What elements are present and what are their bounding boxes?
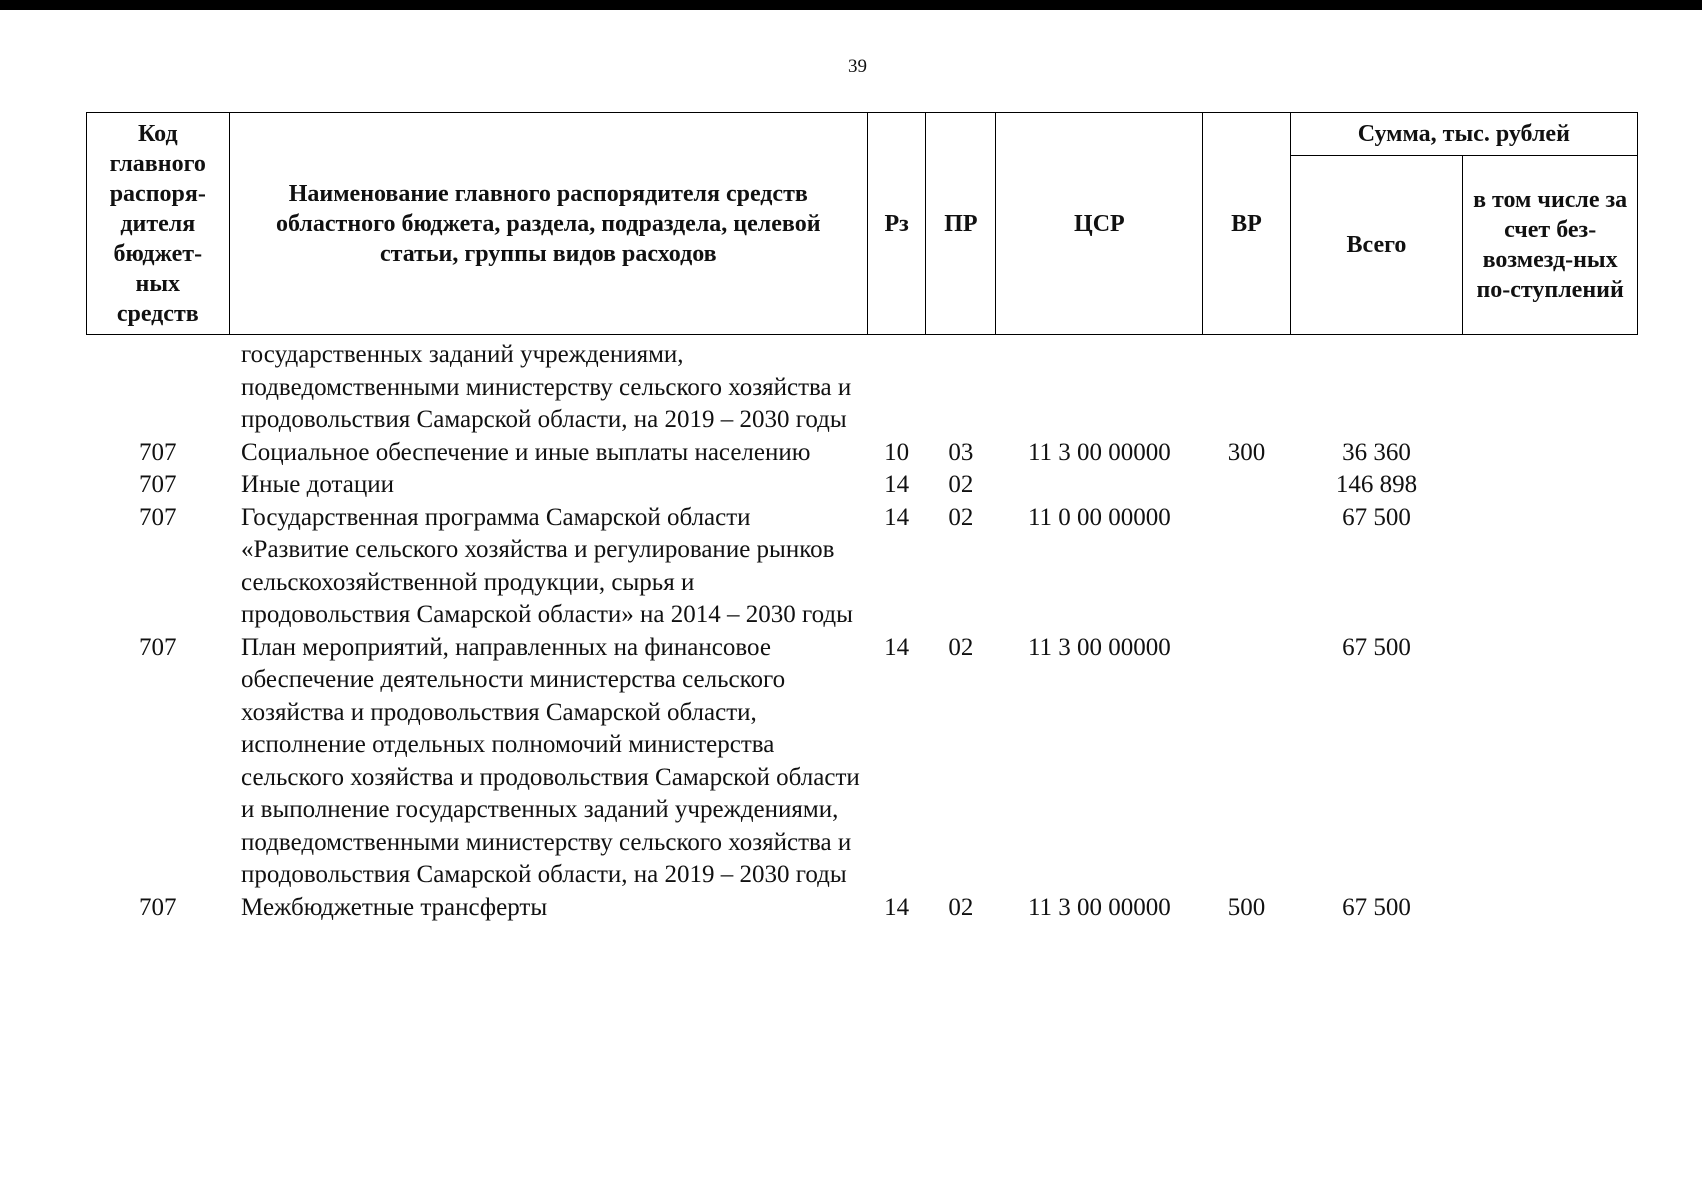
cell-vr: 500 — [1227, 893, 1266, 921]
page-number: 39 — [848, 56, 867, 77]
top-border-line — [0, 0, 1702, 10]
cell-pr: 03 — [948, 438, 974, 466]
cell-pr: 02 — [948, 633, 974, 661]
cell-name: Государственная программа Самарской области «Развитие сельского хозяйства и регулирование рынков сельскохозяйственной продукции, сырья и продовольствия Самарской области» на 2014 – 2030 годы — [241, 503, 853, 628]
cell-pr — [926, 335, 996, 437]
header-rz: Рз — [868, 113, 926, 335]
cell-free — [1463, 437, 1638, 470]
table-row — [87, 502, 1638, 632]
table-row — [87, 892, 1638, 925]
cell-csr: 11 3 00 00000 — [1027, 438, 1171, 466]
cell-total — [1290, 335, 1463, 437]
cell-rz — [868, 335, 926, 437]
header-sum: Сумма, тыс. рублей — [1290, 113, 1637, 156]
cell-rz: 14 — [884, 471, 910, 498]
cell-code: 707 — [139, 438, 177, 466]
cell-code: 707 — [139, 471, 177, 498]
cell-name: План мероприятий, направленных на финансовое обеспечение деятельности министерства сельского хозяйства и продовольствия Самарской области, исполнение отдельных полномочий министерства сельского хозяйства и продовольствия Самарской области и выполнение государственных заданий учреждениями, подведомственными министерству сельского хозяйства и продовольствия Самарской области, на 2019 – 2030 годы — [241, 633, 860, 888]
cell-rz: 14 — [884, 633, 910, 661]
cell-csr: 11 3 00 00000 — [1027, 633, 1171, 661]
table-header — [87, 113, 1638, 335]
cell-code: 707 — [139, 633, 177, 661]
table-row — [87, 632, 1638, 892]
header-csr: ЦСР — [996, 113, 1203, 335]
cell-vr — [1203, 469, 1290, 502]
cell-code: 707 — [139, 893, 177, 921]
cell-free — [1463, 892, 1638, 925]
cell-rz: 14 — [884, 893, 910, 921]
cell-csr: 11 0 00 00000 — [1027, 503, 1171, 531]
cell-rz: 10 — [884, 438, 910, 466]
cell-vr — [1203, 335, 1290, 437]
cell-total: 67 500 — [1342, 503, 1411, 531]
cell-free — [1463, 502, 1638, 632]
header-pr: ПР — [926, 113, 996, 335]
cell-name: Социальное обеспечение и иные выплаты населению — [241, 438, 811, 466]
cell-pr: 02 — [948, 471, 974, 498]
cell-csr — [996, 335, 1203, 437]
cell-rz: 14 — [884, 503, 910, 531]
header-code: Код главного распоря-дителя бюджет-ных средств — [87, 113, 230, 335]
cell-total: 146 898 — [1335, 471, 1418, 498]
cell-free — [1463, 469, 1638, 502]
cell-name: Иные дотации — [241, 471, 394, 498]
cell-vr — [1203, 632, 1290, 892]
header-vr: ВР — [1203, 113, 1290, 335]
cell-name: Межбюджетные трансферты — [241, 893, 548, 921]
cell-total: 67 500 — [1342, 633, 1411, 661]
cell-vr: 300 — [1227, 438, 1266, 466]
table-row — [87, 469, 1638, 502]
cell-csr — [996, 469, 1203, 502]
cell-total: 36 360 — [1342, 438, 1411, 466]
header-total: Всего — [1290, 156, 1463, 335]
cell-name: государственных заданий учреждениями, подведомственными министерству сельского хозяйства и продовольствия Самарской области, на 2019 – 2030 годы — [241, 341, 852, 433]
cell-free — [1463, 632, 1638, 892]
table-row — [87, 335, 1638, 437]
cell-pr: 02 — [948, 893, 974, 921]
cell-free — [1463, 335, 1638, 437]
cell-code: 707 — [139, 503, 177, 531]
table-body — [87, 335, 1638, 925]
cell-vr — [1203, 502, 1290, 632]
header-name: Наименование главного распорядителя средств областного бюджета, раздела, подраздела, целевой статьи, группы видов расходов — [229, 113, 867, 335]
table-row — [87, 437, 1638, 470]
cell-csr: 11 3 00 00000 — [1027, 893, 1171, 921]
cell-total: 67 500 — [1342, 893, 1411, 921]
cell-code — [87, 335, 230, 437]
cell-pr: 02 — [948, 503, 974, 531]
header-free: в том числе за счет без-возмезд-ных по-ступлений — [1463, 156, 1638, 335]
budget-table — [86, 112, 1638, 924]
